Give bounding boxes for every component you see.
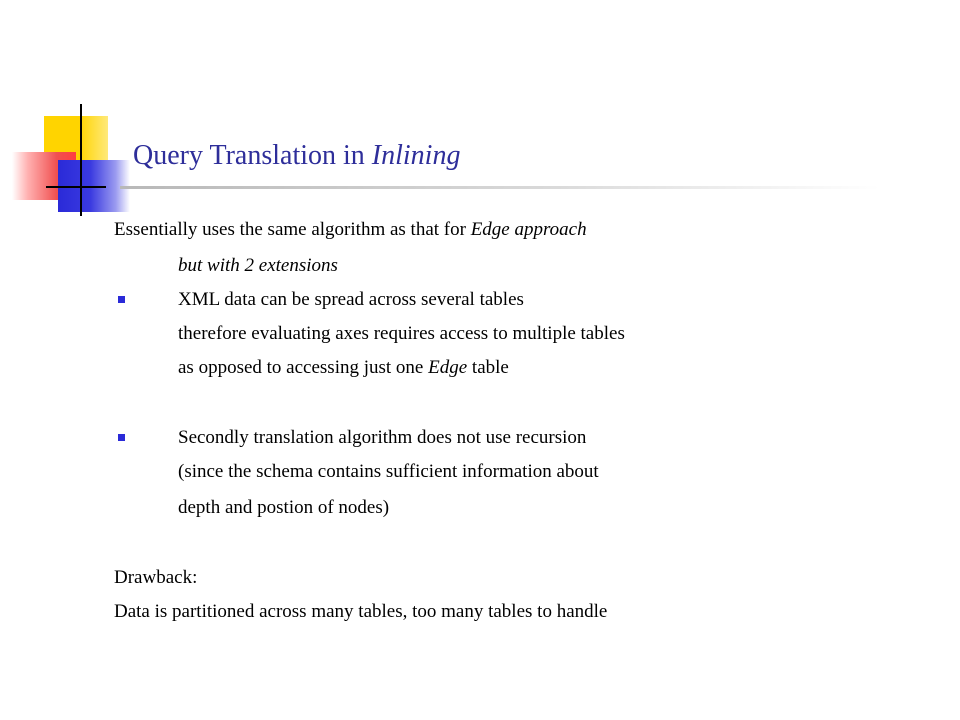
bullet1-line3-text-c: table xyxy=(467,357,509,378)
slide-logo-icon xyxy=(0,100,140,220)
slide-title-main: Query Translation in xyxy=(133,140,372,171)
title-underline-rule xyxy=(120,186,880,189)
drawback-heading: Drawback: xyxy=(114,567,198,588)
square-bullet-icon xyxy=(118,434,125,441)
drawback-text: Data is partitioned across many tables, too many tables to handle xyxy=(114,601,608,622)
intro-text: Essentially uses the same algorithm as that for xyxy=(114,219,471,240)
intro-line xyxy=(114,218,587,242)
bullet1-line3-text-a: as opposed to accessing just one xyxy=(178,357,429,378)
bullet1-line2: therefore evaluating axes requires access to multiple tables xyxy=(178,323,625,344)
bullet1-line3 xyxy=(178,356,509,380)
logo-vertical-line xyxy=(80,104,82,216)
logo-horizontal-line xyxy=(46,186,106,188)
square-bullet-icon xyxy=(118,296,125,303)
slide-title xyxy=(133,138,460,174)
bullet2-line1: Secondly translation algorithm does not use recursion xyxy=(178,427,587,448)
bullet1-line1: XML data can be spread across several tables xyxy=(178,289,524,310)
bullet2-line3: depth and postion of nodes) xyxy=(178,497,390,518)
extensions-emphasis: but with 2 extensions xyxy=(178,255,338,276)
slide-title-emphasis: Inlining xyxy=(371,140,461,171)
extensions-line xyxy=(178,254,338,278)
intro-emphasis: Edge approach xyxy=(470,219,587,240)
bullet1-line3-emphasis: Edge xyxy=(428,357,468,378)
bullet2-line2: (since the schema contains sufficient information about xyxy=(178,461,599,482)
